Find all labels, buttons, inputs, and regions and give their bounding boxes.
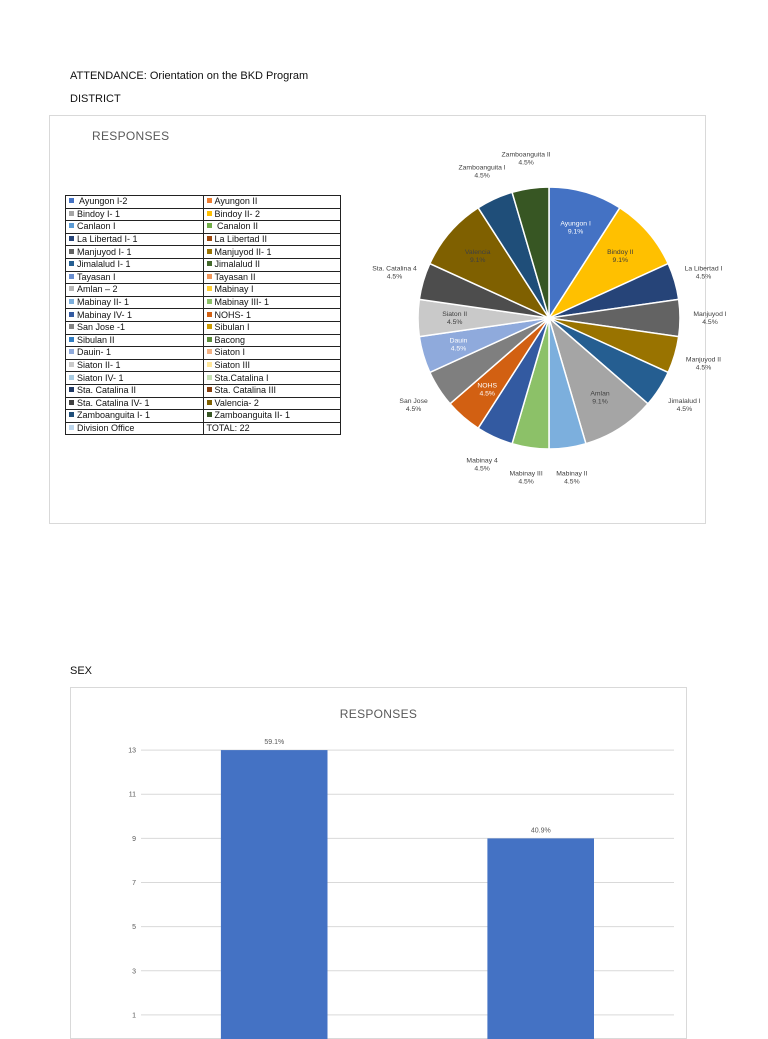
pie-label-name: Amlan xyxy=(590,390,610,398)
pie-label-percent: 4.5% xyxy=(386,273,403,281)
y-tick-label: 5 xyxy=(132,924,136,932)
legend-label: Mabinay II- 1 xyxy=(77,297,130,308)
legend-label: Tayasan I xyxy=(77,271,116,282)
district-label: DISTRICT xyxy=(70,93,121,105)
legend-label: Bindoy I- 1 xyxy=(77,208,121,219)
pie-data-label xyxy=(372,266,417,281)
legend-label: Sibulan II xyxy=(77,334,115,345)
y-tick-label: 7 xyxy=(132,880,136,887)
legend-label: NOHS- 1 xyxy=(214,309,252,320)
y-tick-label: 1 xyxy=(132,1012,136,1020)
sex-chart-area xyxy=(70,687,687,1039)
pie-label-name: Jimalalud I xyxy=(668,398,701,405)
pie-label-name: Dauin xyxy=(449,337,468,345)
bar xyxy=(487,838,594,1039)
legend-label: Sta. Catalina II xyxy=(77,385,137,396)
pie-label-percent: 4.5% xyxy=(695,273,712,281)
pie-label-percent: 4.5% xyxy=(702,319,718,326)
legend-label: TOTAL: 22 xyxy=(206,422,250,433)
legend-label: La Libertad I- 1 xyxy=(77,234,138,245)
pie-label-name: Zamboanguita II xyxy=(501,151,551,159)
legend-label: Tayasan II xyxy=(214,271,256,282)
attendance-title: ATTENDANCE: Orientation on the BKD Program xyxy=(70,70,309,82)
pie-label-name: La Libertad I xyxy=(684,265,723,273)
y-tick-label: 9 xyxy=(132,835,136,843)
pie-label-name: Zamboanguita I xyxy=(458,164,506,172)
district-pie-chart xyxy=(50,116,727,523)
pie-label-percent: 4.5% xyxy=(479,390,495,398)
legend-label: Sta. Catalina III xyxy=(214,385,277,396)
legend-label: Siaton I xyxy=(214,347,246,358)
legend-label: Mabinay IV- 1 xyxy=(77,309,133,320)
pie-label-name: Manjuyod II xyxy=(685,356,722,364)
legend-label: Zamboanguita I- 1 xyxy=(77,410,151,421)
legend-label: La Libertad II xyxy=(214,234,268,245)
pie-label-percent: 4.5% xyxy=(518,159,534,167)
sex-label: SEX xyxy=(70,665,93,677)
pie-data-label xyxy=(450,338,468,353)
legend-label: Ayungon I-2 xyxy=(77,196,128,207)
legend-label: Siaton II- 1 xyxy=(77,360,121,371)
pie-label-percent: 4.5% xyxy=(450,345,467,353)
legend-label: Division Office xyxy=(77,422,135,433)
pie-label-percent: 4.5% xyxy=(564,478,580,486)
pie-data-label xyxy=(668,398,701,413)
pie-label-percent: 4.5% xyxy=(474,465,490,473)
pie-data-label xyxy=(556,470,587,485)
legend-label: Amlan – 2 xyxy=(77,284,118,295)
pie-data-label xyxy=(509,470,542,485)
legend-label: Sta. Catalina IV- 1 xyxy=(77,397,150,408)
pie-label-name: NOHS xyxy=(477,382,498,390)
pie-data-label xyxy=(693,311,726,326)
pie-label-percent: 9.1% xyxy=(592,398,608,406)
pie-label-name: Valencia xyxy=(464,249,491,257)
legend-label: Manjuyod I- 1 xyxy=(77,246,132,257)
pie-data-label xyxy=(466,458,498,473)
pie-label-name: Mabinay II xyxy=(556,470,588,478)
bar-data-label: 40.9% xyxy=(530,827,551,835)
legend-label: Siaton IV- 1 xyxy=(77,372,124,383)
legend-label: Canalon II xyxy=(214,221,259,232)
legend-label: Manjuyod II- 1 xyxy=(214,246,272,257)
legend-label: Siaton III xyxy=(214,360,251,371)
pie-label-percent: 9.1% xyxy=(567,228,584,236)
y-tick-label: 11 xyxy=(128,791,136,799)
pie-data-label xyxy=(590,390,609,405)
bar xyxy=(221,750,328,1039)
pie-data-label xyxy=(502,152,551,167)
legend-label: Mabinay III- 1 xyxy=(214,297,270,308)
pie-label-name: Manjuyod I xyxy=(693,311,727,318)
legend-label: Bindoy II- 2 xyxy=(214,208,261,219)
pie-label-percent: 4.5% xyxy=(676,406,693,413)
legend-label: Canlaon I xyxy=(77,221,116,232)
legend-label: Mabinay I xyxy=(214,284,254,295)
pie-label-name: Ayungon I xyxy=(560,220,591,228)
legend-label: Jimalalud II xyxy=(214,259,261,270)
y-tick-label: 13 xyxy=(128,747,136,755)
pie-label-name: Mabinay 4 xyxy=(466,457,498,465)
pie-label-percent: 4.5% xyxy=(695,364,712,372)
pie-data-label xyxy=(399,398,428,413)
y-tick-label: 3 xyxy=(132,968,136,976)
pie-label-name: Sta. Catalina 4 xyxy=(372,265,417,273)
pie-label-percent: 4.5% xyxy=(518,478,534,486)
bar-data-label: 59.1% xyxy=(264,739,285,747)
legend-label: Zamboanguita II- 1 xyxy=(214,410,291,421)
pie-data-label xyxy=(686,356,721,371)
pie-label-percent: 9.1% xyxy=(469,257,486,265)
district-chart-title: RESPONSES xyxy=(92,129,170,143)
pie-data-label xyxy=(458,165,505,180)
legend-label: Sibulan I xyxy=(214,322,250,333)
legend-label: San Jose -1 xyxy=(77,322,126,333)
legend-label: Dauin- 1 xyxy=(77,347,112,358)
pie-data-label xyxy=(477,382,497,397)
pie-label-percent: 9.1% xyxy=(612,257,629,265)
sex-bar-chart xyxy=(71,688,686,1038)
legend-label: Sta.Catalina I xyxy=(214,372,269,383)
legend-label: Ayungon II xyxy=(214,196,258,207)
pie-label-percent: 4.5% xyxy=(405,406,422,413)
pie-label-percent: 4.5% xyxy=(446,319,463,326)
legend-label: Valencia- 2 xyxy=(214,397,259,408)
pie-label-name: Siaton II xyxy=(442,311,468,318)
legend-label: Jimalalud I- 1 xyxy=(77,259,131,270)
pie-label-name: Bindoy II xyxy=(607,249,634,257)
pie-data-label xyxy=(685,266,723,281)
legend-label: Bacong xyxy=(214,334,246,345)
sex-chart-title: RESPONSES xyxy=(339,707,418,721)
pie-label-name: Mabinay III xyxy=(509,470,543,478)
pie-label-percent: 4.5% xyxy=(474,172,490,180)
pie-label-name: San Jose xyxy=(399,398,428,405)
district-chart-area xyxy=(49,115,727,524)
